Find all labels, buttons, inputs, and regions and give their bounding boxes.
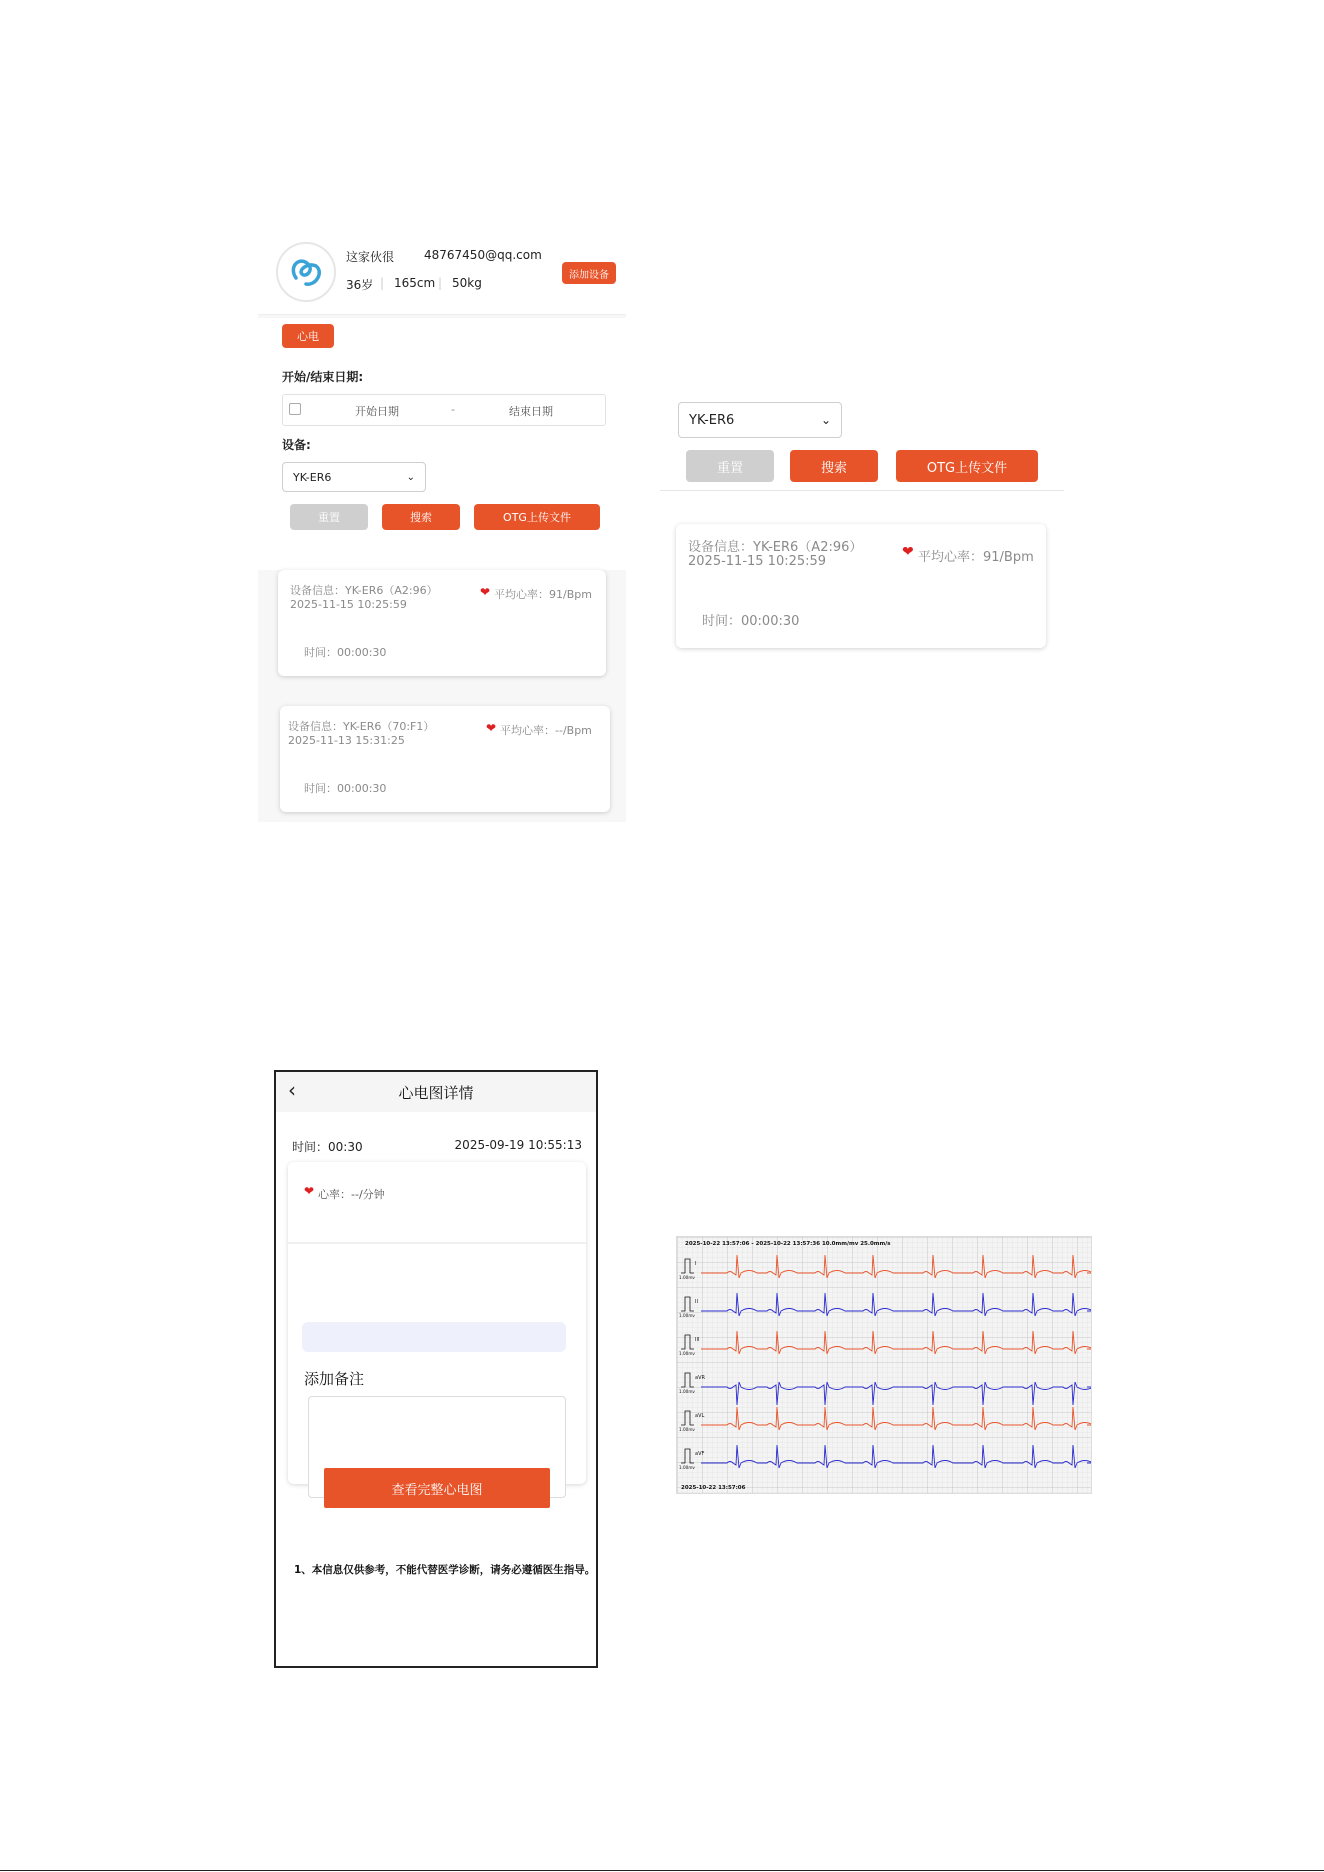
record-datetime: 2025-11-13 15:31:25	[288, 734, 405, 747]
ecg-header-text: 2025-10-22 13:57:06 - 2025-10-22 13:57:36 10.0mm/mv 25.0mm/s	[685, 1241, 891, 1247]
date-range-input[interactable]	[282, 394, 606, 426]
heart-icon: ❤	[480, 585, 491, 599]
record-avg-hr: 平均心率：91/Bpm	[918, 550, 1034, 565]
swirl-logo-icon	[278, 244, 334, 300]
profile-age: 36岁	[346, 278, 374, 292]
record-device-info: 设备信息：YK-ER6（A2:96）	[290, 584, 438, 597]
record-card[interactable]	[278, 570, 606, 676]
zoomed-filter-crop	[660, 396, 1064, 666]
lead-label: III	[695, 1337, 700, 1343]
note-header-bar	[302, 1322, 566, 1352]
chevron-down-icon: ⌄	[820, 413, 831, 427]
record-card[interactable]	[676, 524, 1046, 648]
note-title: 添加备注	[304, 1370, 365, 1388]
ecg-detail-screenshot	[274, 1070, 598, 1668]
record-duration: 时间：00:00:30	[702, 614, 800, 629]
profile-weight: 50kg	[452, 276, 482, 290]
record-duration: 时间：00:00:30	[304, 646, 387, 659]
separator-strip	[286, 1242, 586, 1244]
lead-label: I	[695, 1261, 697, 1267]
ecg-chart	[677, 1237, 1091, 1493]
device-list-screenshot	[258, 230, 626, 822]
calibration-label: 1.00mv	[679, 1275, 695, 1280]
device-filter-label: 设备:	[282, 438, 311, 452]
device-select-value: YK-ER6	[689, 412, 735, 428]
record-avg-hr: 平均心率：--/Bpm	[500, 724, 592, 737]
device-select[interactable]	[678, 402, 842, 438]
tab-ecg[interactable]: 心电	[282, 324, 334, 348]
record-duration: 时间：00:00:30	[304, 782, 387, 795]
calibration-label: 1.00mv	[679, 1313, 695, 1318]
profile-nickname: 这家伙很	[346, 250, 395, 264]
heart-icon: ❤	[486, 721, 497, 735]
date-separator: -	[451, 403, 455, 416]
lead-label: aVR	[695, 1375, 705, 1381]
start-date-field[interactable]: 开始日期	[355, 405, 399, 418]
view-full-ecg-button[interactable]: 查看完整心电图	[324, 1468, 550, 1508]
duration-label: 时间：00:30	[292, 1140, 363, 1154]
reset-button[interactable]: 重置	[290, 504, 368, 530]
ecg-strip-image	[676, 1236, 1092, 1494]
otg-upload-button[interactable]: OTG上传文件	[896, 450, 1038, 482]
filter-panel	[258, 318, 626, 570]
device-select-value: YK-ER6	[293, 470, 332, 484]
heart-rate-panel	[288, 1162, 586, 1484]
heart-icon: ❤	[902, 544, 914, 560]
profile-header	[258, 230, 626, 315]
heart-rate-value: 心率：--/分钟	[318, 1188, 385, 1201]
nav-bar	[276, 1072, 596, 1112]
page-bottom-rule	[0, 1870, 1324, 1871]
record-device-info: 设备信息：YK-ER6（70:F1）	[288, 720, 435, 733]
calendar-icon	[289, 403, 301, 415]
profile-height: 165cm	[394, 276, 436, 290]
record-card[interactable]	[280, 706, 610, 812]
calibration-label: 1.00mv	[679, 1465, 695, 1470]
add-device-button[interactable]: 添加设备	[562, 262, 616, 284]
search-button[interactable]: 搜索	[790, 450, 878, 482]
profile-email: 48767450@qq.com	[424, 248, 542, 262]
search-button[interactable]: 搜索	[382, 504, 460, 530]
avatar	[276, 242, 336, 302]
page-title: 心电图详情	[398, 1084, 474, 1102]
heart-icon: ❤	[304, 1184, 315, 1198]
divider: |	[380, 276, 385, 290]
chevron-down-icon: ⌄	[406, 471, 415, 483]
recorded-datetime: 2025-09-19 10:55:13	[454, 1138, 582, 1152]
otg-upload-button[interactable]: OTG上传文件	[474, 504, 600, 530]
record-avg-hr: 平均心率：91/Bpm	[494, 588, 592, 601]
calibration-label: 1.00mv	[679, 1427, 695, 1432]
disclaimer-text: 1、本信息仅供参考，不能代替医学诊断，请务必遵循医生指导。	[294, 1564, 596, 1576]
record-datetime: 2025-11-15 10:25:59	[290, 598, 407, 611]
record-datetime: 2025-11-15 10:25:59	[688, 554, 827, 569]
ecg-footer-text: 2025-10-22 13:57:06	[681, 1485, 746, 1491]
calibration-label: 1.00mv	[679, 1389, 695, 1394]
lead-label: aVF	[695, 1451, 705, 1457]
reset-button[interactable]: 重置	[686, 450, 774, 482]
divider	[660, 490, 1064, 491]
lead-label: aVL	[695, 1413, 705, 1419]
device-select[interactable]	[282, 462, 426, 492]
end-date-field[interactable]: 结束日期	[509, 405, 553, 418]
lead-label: II	[695, 1299, 698, 1305]
divider: |	[438, 276, 443, 290]
calibration-label: 1.00mv	[679, 1351, 695, 1356]
chevron-left-icon[interactable]: ‹	[288, 1078, 296, 1102]
date-filter-label: 开始/结束日期:	[282, 370, 364, 384]
record-device-info: 设备信息：YK-ER6（A2:96）	[688, 540, 863, 555]
